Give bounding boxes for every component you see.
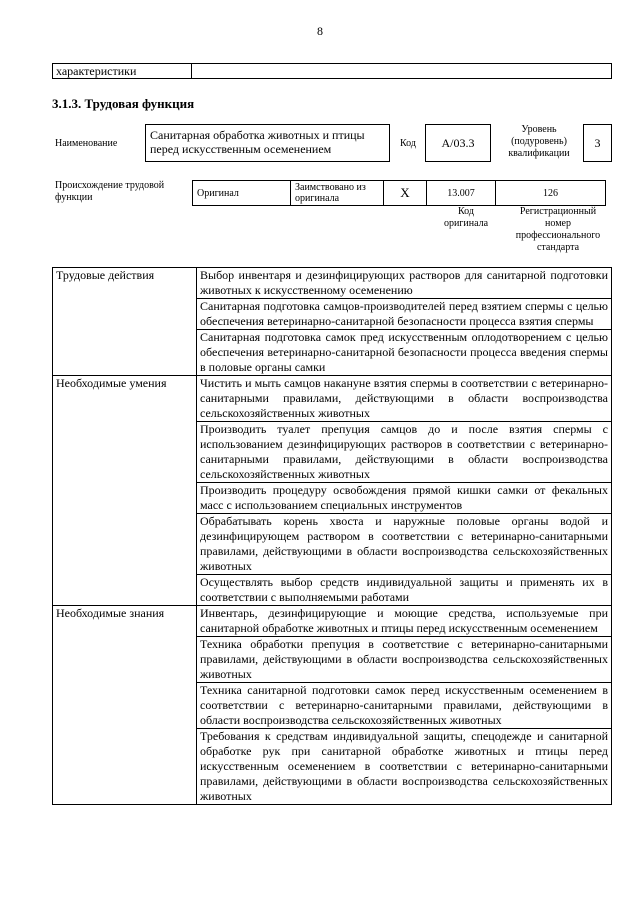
name-label: Наименование (55, 138, 118, 149)
code-label: Код (400, 138, 416, 149)
section-label-skills: Необходимые умения (53, 376, 197, 606)
name-value: Санитарная обработка животных и птицы перед искусственным осеменением (145, 124, 390, 162)
origin-borrowed: Заимствовано из оригинала (291, 181, 384, 206)
function-table (52, 267, 612, 805)
reg-caption: Регистрационный номер профессионального стандарта (515, 206, 601, 253)
code-value: A/03.3 (425, 124, 491, 162)
list-item: Техника обработки препуция в соответствие с ветеринарно-санитарными правилами, действующими в области воспроизводства сельскохозяйственных животных (197, 637, 612, 683)
registration-number: 126 (496, 181, 606, 206)
page-number: 8 (317, 24, 323, 38)
section-label-actions: Трудовые действия (53, 268, 197, 376)
list-item: Производить туалет препуция самцов до и после взятия спермы с использованием дезинфицирующих растворов в соответствии с ветеринарно-санитарными правилами, действующими в области воспроизводства сельскохозяйственных животных (197, 422, 612, 483)
list-item: Осуществлять выбор средств индивидуальной защиты и применять их в соответствии с выполняемыми работами (197, 575, 612, 606)
characteristics-label: характеристики (53, 64, 192, 79)
table-row (53, 606, 612, 637)
list-item: Инвентарь, дезинфицирующие и моющие средства, используемые при санитарной обработке животных и птицы перед искусственным осеменением (197, 606, 612, 637)
section-label-knowledge: Необходимые знания (53, 606, 197, 805)
list-item: Обрабатывать корень хвоста и наружные половые органы водой и дезинфицирующем раствором в соответствии с ветеринарно-санитарными правилами, действующими в области воспроизводства сельскохозяйственных животных (197, 514, 612, 575)
list-item: Чистить и мыть самцов накануне взятия спермы в соответствии с ветеринарно-санитарными правилами, действующими в области воспроизводства сельскохозяйственных животных (197, 376, 612, 422)
list-item: Санитарная подготовка самцов-производителей перед взятием спермы с целью обеспечения ветеринарно-санитарной безопасности процесса взятия спермы (197, 299, 612, 330)
characteristics-value (192, 64, 612, 79)
list-item: Санитарная подготовка самок пред искусственным оплодотворением с целью обеспечения ветеринарно-санитарной безопасности процесса введения спермы в половые органы самки (197, 330, 612, 376)
orig-code-caption: Код оригинала (443, 206, 489, 229)
origin-label: Происхождение трудовой функции (55, 180, 165, 203)
list-item: Производить процедуру освобождения прямой кишки самки от фекальных масс с использованием специальных инструментов (197, 483, 612, 514)
level-label: Уровень (подуровень) квалификации (508, 124, 570, 159)
origin-original: Оригинал (193, 181, 291, 206)
table-row (53, 268, 612, 299)
origin-mark: X (384, 181, 427, 206)
level-value: 3 (583, 124, 612, 162)
section-title: 3.1.3. Трудовая функция (52, 96, 195, 111)
list-item: Выбор инвентаря и дезинфицирующих растворов для санитарной подготовки животных к искусственному осеменению (197, 268, 612, 299)
characteristics-row-table (52, 63, 612, 79)
table-row (53, 376, 612, 422)
list-item: Техника санитарной подготовки самок перед искусственным осеменением в соответствии с ветеринарно-санитарными правилами, действующими в области воспроизводства сельскохозяйственных животных (197, 683, 612, 729)
origin-table (192, 180, 606, 206)
origin-code: 13.007 (427, 181, 496, 206)
list-item: Требования к средствам индивидуальной защиты, спецодежде и санитарной обработке рук при санитарной обработке животных и птицы перед искусственным осеменением в соответствии с ветеринарно-санитарными правилами, действующими в области воспроизводства сельскохозяйственных животных (197, 729, 612, 805)
